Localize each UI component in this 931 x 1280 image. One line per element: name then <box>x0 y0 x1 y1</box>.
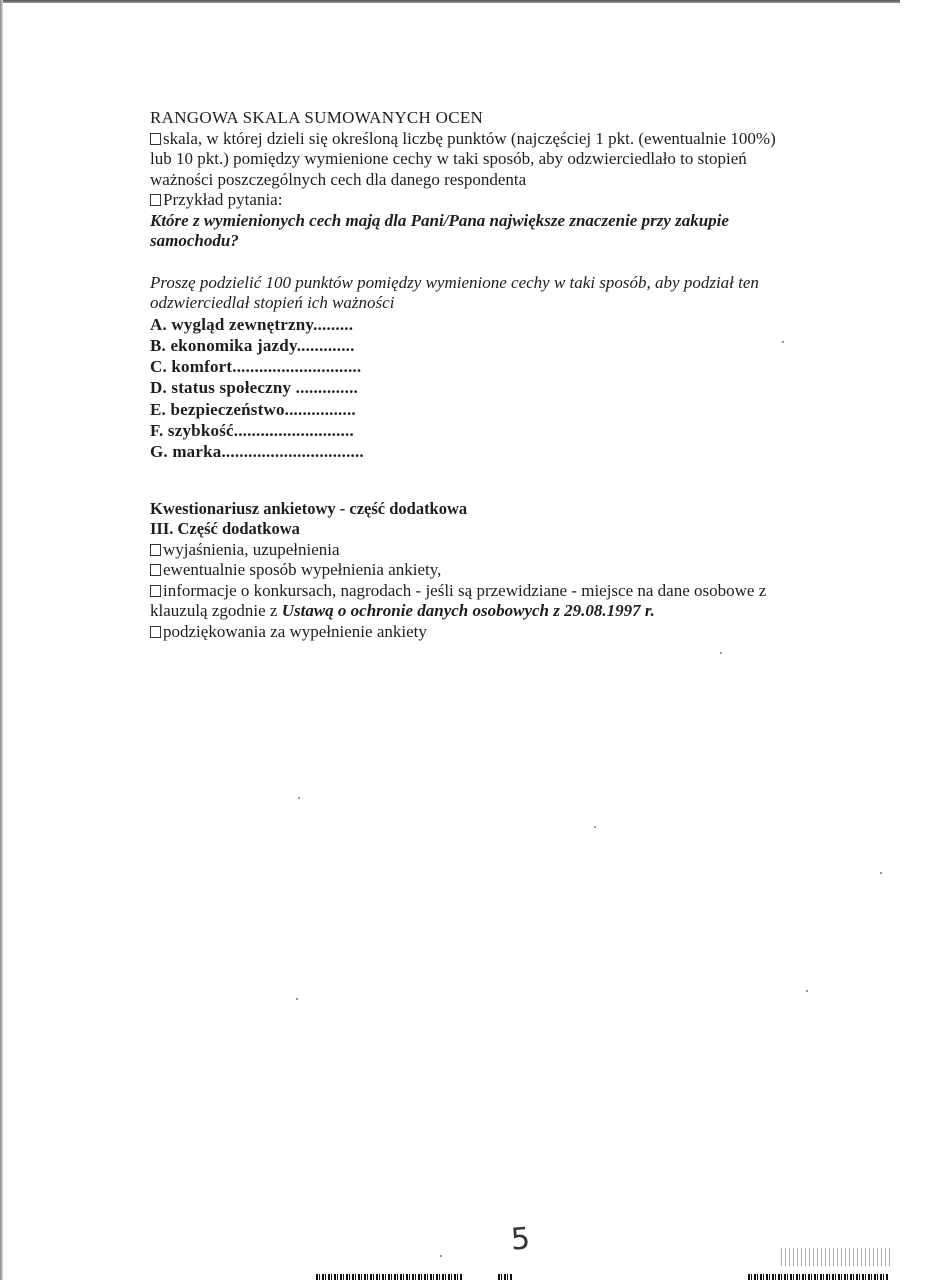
checkbox-icon <box>150 564 161 576</box>
bullet-box-icon <box>150 133 161 145</box>
question-line-1: Które z wymienionych cech mają dla Pani/Pana największe znaczenie przy zakupie <box>150 210 729 230</box>
document-page <box>150 108 840 642</box>
option-f: F. szybkość........................... <box>150 420 354 440</box>
option-b: B. ekonomika jazdy............. <box>150 335 355 355</box>
definition-line-1 <box>150 129 840 150</box>
list-item-text: wyjaśnienia, uzupełnienia <box>163 539 340 559</box>
checkbox-icon <box>150 585 161 597</box>
questionnaire-title: Kwestionariusz ankietowy - część dodatkowa <box>150 498 468 518</box>
clause-line <box>150 601 840 622</box>
option-e: E. bezpieczeństwo................ <box>150 399 356 419</box>
definition-line-2: lub 10 pkt.) pomiędzy wymienione cechy w taki sposób, aby odzwierciedlało to stopień <box>150 149 747 168</box>
bullet-box-icon <box>150 194 161 206</box>
checkbox-icon <box>150 544 161 556</box>
scan-edge-top <box>0 0 900 3</box>
scan-barcode <box>748 1274 888 1280</box>
scan-edge-left <box>0 0 3 1280</box>
list-item-text: informacje o konkursach, nagrodach - jeśli są przewidziane - miejsce na dane osobowe z <box>163 580 767 600</box>
options-list <box>150 314 840 463</box>
option-a: A. wygląd zewnętrzny......... <box>150 314 354 334</box>
page-number: 5 <box>509 1221 532 1258</box>
question-line-2: samochodu? <box>150 231 239 250</box>
scan-speck <box>296 998 298 1000</box>
list-item <box>150 581 840 602</box>
example-label-text: Przykład pytania: <box>163 190 283 209</box>
checkbox-icon <box>150 626 161 638</box>
scan-barcode <box>316 1274 462 1280</box>
list-item <box>150 560 840 581</box>
option-g: G. marka................................ <box>150 442 364 462</box>
scan-speck <box>806 990 808 992</box>
scan-speck <box>880 872 882 874</box>
option-d: D. status społeczny .............. <box>150 378 358 398</box>
scan-barcode <box>498 1274 512 1280</box>
clause-law: Ustawą o ochronie danych osobowych z 29.08.1997 r. <box>281 601 655 621</box>
scan-speck <box>594 826 596 828</box>
instruction-line-1: Proszę podzielić 100 punktów pomiędzy wymienione cechy w taki sposób, aby podział ten <box>150 272 759 292</box>
option-c: C. komfort............................. <box>150 357 362 377</box>
questionnaire-subtitle: III. Część dodatkowa <box>150 519 300 539</box>
clause-prefix: klauzulą zgodnie z <box>150 601 282 621</box>
section-heading: RANGOWA SKALA SUMOWANYCH OCEN <box>150 108 484 127</box>
example-label <box>150 190 840 211</box>
list-item <box>150 622 840 643</box>
scan-speck <box>298 797 300 799</box>
list-item <box>150 540 840 561</box>
scan-speck <box>782 341 784 343</box>
list-item-text: podziękowania za wypełnienie ankiety <box>163 621 427 641</box>
scan-smudge <box>781 1248 891 1266</box>
definition-text-1: skala, w której dzieli się określoną liczbę punktów (najczęściej 1 pkt. (ewentualnie 100%) <box>163 128 776 148</box>
scan-speck <box>720 652 722 654</box>
definition-line-3: ważności poszczególnych cech dla danego respondenta <box>150 169 527 189</box>
scan-speck <box>440 1255 442 1257</box>
instruction-line-2: odzwierciedlał stopień ich ważności <box>150 293 395 312</box>
list-item-text: ewentualnie sposób wypełnienia ankiety, <box>163 560 442 580</box>
